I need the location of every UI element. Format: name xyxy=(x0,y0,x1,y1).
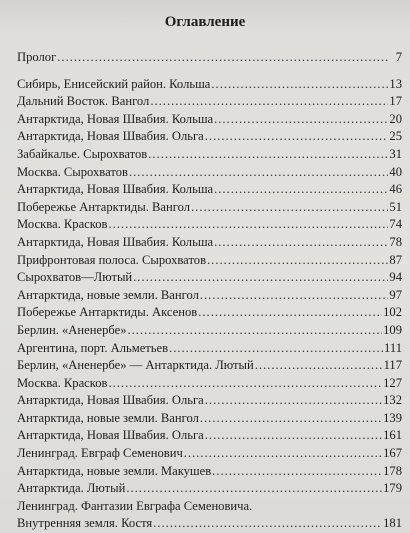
dot-leader xyxy=(205,128,389,146)
toc-entry-page: 127 xyxy=(383,375,402,390)
toc-entry[interactable] xyxy=(17,49,402,67)
toc-entry[interactable] xyxy=(17,111,402,129)
toc-entry-page: 132 xyxy=(383,393,402,408)
toc-entry[interactable] xyxy=(17,216,402,234)
toc-entry[interactable] xyxy=(17,357,402,375)
toc-entry[interactable] xyxy=(17,128,402,146)
toc-entry[interactable] xyxy=(17,498,402,516)
toc-entry[interactable] xyxy=(17,304,402,322)
dot-leader xyxy=(126,480,382,498)
toc-entry[interactable] xyxy=(17,463,402,481)
toc-entry-page: 111 xyxy=(384,340,402,355)
dot-leader xyxy=(169,340,383,358)
dot-leader xyxy=(150,93,388,111)
toc-entry-title: Забайкалье. Сырохватов xyxy=(17,146,148,161)
toc-entry-page: 94 xyxy=(389,270,402,285)
toc-entry-page: 20 xyxy=(389,111,402,126)
toc-entry-title: Москва. Красков xyxy=(17,217,108,232)
toc-entry-page: 178 xyxy=(383,463,402,478)
dot-leader xyxy=(212,463,382,481)
dot-leader xyxy=(133,269,388,287)
toc-entry-page: 25 xyxy=(389,129,402,144)
toc-entry-title: Пролог xyxy=(17,50,57,64)
toc-entry-page: 109 xyxy=(383,322,402,337)
toc-entry-title: Сырохватов—Лютый xyxy=(17,270,133,285)
dot-leader xyxy=(148,146,388,164)
dot-leader xyxy=(207,252,388,270)
toc-entry-page: 117 xyxy=(383,358,402,373)
dot-leader xyxy=(108,375,382,393)
toc-entry[interactable] xyxy=(17,445,402,463)
dot-leader xyxy=(153,515,382,533)
toc-entry-title: Антарктида, Новая Швабия. Кольша xyxy=(17,111,214,126)
toc-entry-page: 17 xyxy=(389,94,402,109)
toc-entry-page: 7 xyxy=(395,50,402,64)
toc-entry-title: Антарктида, Новая Швабия. Ольга xyxy=(17,129,204,144)
toc-entry[interactable] xyxy=(17,164,402,182)
toc-entry-title: Москва. Красков xyxy=(17,375,108,390)
toc-entry[interactable] xyxy=(17,252,402,270)
toc-entry-page: 167 xyxy=(383,446,402,461)
toc-entry-title: Антарктида, Новая Швабия. Ольга xyxy=(17,393,204,408)
dot-leader xyxy=(108,216,388,234)
toc-entry-title: Антарктида, новые земли. Вангол xyxy=(17,287,199,302)
toc-entry[interactable] xyxy=(17,322,402,340)
toc-entry[interactable] xyxy=(17,392,402,410)
toc-entry[interactable] xyxy=(17,427,402,445)
toc-entry-page: 78 xyxy=(389,234,402,249)
dot-leader xyxy=(129,164,388,182)
toc-entry[interactable] xyxy=(17,93,402,111)
toc-entry-title: Ленинград. Евграф Семенович xyxy=(17,446,183,461)
toc-entry-title: Внутренняя земля. Костя xyxy=(17,516,153,531)
dot-leader xyxy=(205,392,382,410)
toc-entry-page: 102 xyxy=(383,305,402,320)
dot-leader xyxy=(200,287,389,305)
toc-entry[interactable] xyxy=(17,234,402,252)
toc-entry-page: 161 xyxy=(383,428,402,443)
toc-entry-page: 97 xyxy=(389,287,402,302)
dot-leader xyxy=(214,111,388,129)
dot-leader xyxy=(214,234,388,252)
toc-entry-title: Антарктида, Новая Швабия. Ольга xyxy=(17,428,204,443)
toc-entry[interactable] xyxy=(17,146,402,164)
bleed-through-text xyxy=(40,4,370,12)
toc-entry-page: 46 xyxy=(389,182,402,197)
toc-entry-title: Берлин. «Аненербе» xyxy=(17,322,127,337)
toc-entry-title: Берлин, «Аненербе» — Антарктида. Лютый xyxy=(17,358,254,373)
toc-entry[interactable] xyxy=(17,199,402,217)
toc-entry-page: 87 xyxy=(389,252,402,267)
toc-entry-title: Дальний Восток. Вангол xyxy=(17,94,150,109)
toc-entry[interactable] xyxy=(17,410,402,428)
toc-entry[interactable] xyxy=(17,480,402,498)
toc-entry-title: Ленинград. Фантазии Евграфа Семеновича. xyxy=(17,498,253,513)
toc-entry-title: Аргентина, порт. Альметьев xyxy=(17,340,169,355)
dot-leader xyxy=(211,76,388,94)
dot-leader xyxy=(200,410,382,428)
toc-entry-title: Сибирь, Енисейский район. Кольша xyxy=(17,76,211,91)
toc-entry-page: 31 xyxy=(389,146,402,161)
page-title: Оглавление xyxy=(164,14,246,30)
toc-entry-title: Антарктида, Новая Швабия. Кольша xyxy=(17,182,214,197)
toc-entry[interactable] xyxy=(17,340,402,358)
dot-leader xyxy=(255,357,383,375)
toc-entry-title: Антарктида. Лютый xyxy=(17,481,126,496)
toc-entry[interactable] xyxy=(17,76,402,94)
toc-entry[interactable] xyxy=(17,287,402,305)
toc-entry-page: 181 xyxy=(383,516,402,531)
toc-entry-title: Москва. Сырохватов xyxy=(17,164,128,179)
toc-entry-page: 179 xyxy=(383,481,402,496)
toc-entry-title: Антарктида, новые земли. Вангол xyxy=(17,410,199,425)
toc-entry-title: Антарктида, новые земли. Макушев xyxy=(17,463,212,478)
toc-entry-page: 13 xyxy=(389,76,402,91)
dot-leader xyxy=(214,181,388,199)
toc-entry[interactable] xyxy=(17,269,402,287)
toc-entry[interactable] xyxy=(17,375,402,393)
toc-entry[interactable] xyxy=(17,515,402,533)
toc-entry-title: Прифронтовая полоса. Сырохватов xyxy=(17,252,207,267)
dot-leader xyxy=(57,49,389,67)
toc-entry-title: Побережье Антарктиды. Вангол xyxy=(17,199,191,214)
dot-leader xyxy=(205,427,382,445)
toc-entry-page: 40 xyxy=(389,164,402,179)
dot-leader xyxy=(191,199,388,217)
toc-entry-page: 139 xyxy=(383,410,402,425)
toc-entry-page: 74 xyxy=(389,217,402,232)
dot-leader xyxy=(184,445,382,463)
dot-leader xyxy=(128,322,383,340)
toc-entry-title: Побережье Антарктиды. Аксенов xyxy=(17,305,198,320)
toc-entry-page: 51 xyxy=(389,199,402,214)
toc-entry-title: Антарктида, Новая Швабия. Кольша xyxy=(17,234,214,249)
table-of-contents xyxy=(17,49,402,533)
dot-leader xyxy=(198,304,382,322)
toc-entry[interactable] xyxy=(17,181,402,199)
